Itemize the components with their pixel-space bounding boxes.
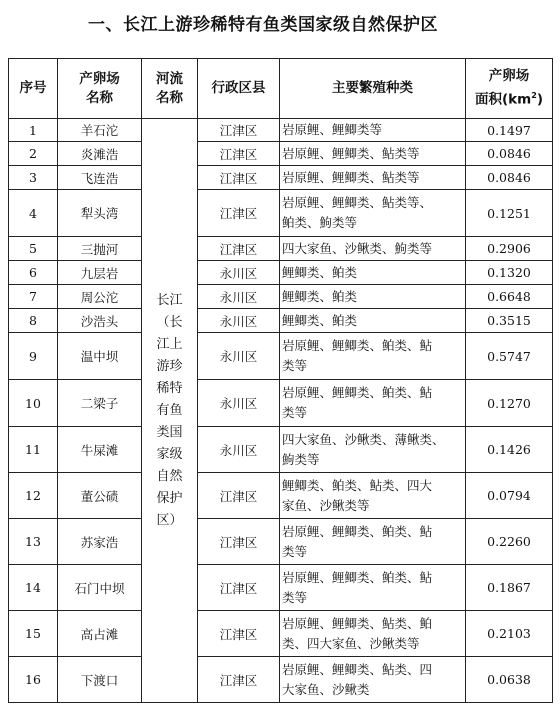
- cell-district: 江津区: [198, 611, 280, 657]
- cell-area: 0.2906: [466, 237, 553, 261]
- table-row: [9, 611, 553, 657]
- cell-district: 江津区: [198, 519, 280, 565]
- cell-no: 16: [9, 657, 58, 703]
- cell-site: 苏家浩: [58, 519, 142, 565]
- cell-district: 江津区: [198, 237, 280, 261]
- cell-area: 0.5747: [466, 333, 553, 380]
- cell-site: 九层岩: [58, 261, 142, 285]
- cell-species: 鲤鲫类、鲌类: [280, 261, 466, 285]
- cell-species: 岩原鲤、鲤鲫类、鲌类、鲇 类等: [280, 519, 466, 565]
- cell-area: 0.6648: [466, 285, 553, 309]
- table-row: [9, 309, 553, 333]
- cell-site: 高占滩: [58, 611, 142, 657]
- cell-no: 7: [9, 285, 58, 309]
- cell-area: 0.1426: [466, 427, 553, 473]
- cell-no: 9: [9, 333, 58, 380]
- cell-district: 江津区: [198, 119, 280, 142]
- table-row: [9, 190, 553, 237]
- cell-species: 鲤鲫类、鲌类: [280, 309, 466, 333]
- cell-no: 15: [9, 611, 58, 657]
- table-row: [9, 473, 553, 519]
- table-row: [9, 565, 553, 611]
- cell-district: 永川区: [198, 380, 280, 427]
- cell-site: 温中坝: [58, 333, 142, 380]
- page-title: 一、长江上游珍稀特有鱼类国家级自然保护区: [88, 15, 438, 35]
- cell-area: 0.1251: [466, 190, 553, 237]
- cell-area: 0.2260: [466, 519, 553, 565]
- table-row: [9, 519, 553, 565]
- cell-district: 江津区: [198, 565, 280, 611]
- cell-site: 石门中坝: [58, 565, 142, 611]
- cell-species: 四大家鱼、沙鳅类、鮈类等: [280, 237, 466, 261]
- cell-river-name: 长江 （长 江上 游珍 稀特 有鱼 类国 家级 自然 保护 区）: [142, 119, 198, 703]
- cell-species: 岩原鲤、鲤鲫类等: [280, 119, 466, 142]
- table-row: [9, 237, 553, 261]
- cell-no: 5: [9, 237, 58, 261]
- cell-site: 飞连浩: [58, 166, 142, 190]
- cell-district: 永川区: [198, 427, 280, 473]
- cell-species: 岩原鲤、鲤鲫类、鲇类、四 大家鱼、沙鳅类: [280, 657, 466, 703]
- cell-area: 0.0846: [466, 142, 553, 166]
- cell-area: 0.1867: [466, 565, 553, 611]
- cell-district: 江津区: [198, 190, 280, 237]
- cell-no: 12: [9, 473, 58, 519]
- table-row: [9, 142, 553, 166]
- cell-area: 0.0794: [466, 473, 553, 519]
- cell-district: 江津区: [198, 142, 280, 166]
- cell-area: 0.3515: [466, 309, 553, 333]
- cell-site: 董公碛: [58, 473, 142, 519]
- header-site: 产卵场 名称: [58, 59, 142, 119]
- cell-area: 0.0846: [466, 166, 553, 190]
- cell-no: 10: [9, 380, 58, 427]
- cell-no: 8: [9, 309, 58, 333]
- table-row: [9, 427, 553, 473]
- cell-species: 岩原鲤、鲤鲫类、鲌类、鲇 类等: [280, 565, 466, 611]
- table-row: [9, 333, 553, 380]
- header-district: 行政区县: [198, 59, 280, 119]
- cell-no: 13: [9, 519, 58, 565]
- header-row: [9, 59, 553, 119]
- cell-species: 岩原鲤、鲤鲫类、鲇类等: [280, 142, 466, 166]
- cell-area: 0.0638: [466, 657, 553, 703]
- cell-no: 1: [9, 119, 58, 142]
- cell-district: 永川区: [198, 309, 280, 333]
- spawning-ground-table: [8, 58, 553, 703]
- header-species: 主要繁殖种类: [280, 59, 466, 119]
- cell-species: 岩原鲤、鲤鲫类、鲌类、鲇 类等: [280, 333, 466, 380]
- cell-species: 岩原鲤、鲤鲫类、鲇类、鲌 类、四大家鱼、沙鳅类等: [280, 611, 466, 657]
- header-river: 河流 名称: [142, 59, 198, 119]
- cell-no: 14: [9, 565, 58, 611]
- cell-site: 周公沱: [58, 285, 142, 309]
- cell-area: 0.1497: [466, 119, 553, 142]
- cell-district: 永川区: [198, 261, 280, 285]
- header-area: 产卵场 面积$(km^2)$: [466, 59, 553, 119]
- cell-species: 鲤鲫类、鲌类、鲇类、四大 家鱼、沙鳅类等: [280, 473, 466, 519]
- cell-species: 四大家鱼、沙鳅类、薄鳅类、 鮈类等: [280, 427, 466, 473]
- cell-district: 江津区: [198, 657, 280, 703]
- cell-site: 沙浩头: [58, 309, 142, 333]
- table-row: [9, 261, 553, 285]
- cell-species: 鲤鲫类、鲌类: [280, 285, 466, 309]
- cell-site: 羊石沱: [58, 119, 142, 142]
- cell-area: 0.2103: [466, 611, 553, 657]
- table-row: [9, 166, 553, 190]
- cell-district: 江津区: [198, 166, 280, 190]
- cell-district: 永川区: [198, 333, 280, 380]
- cell-species: 岩原鲤、鲤鲫类、鲌类、鲇 类等: [280, 380, 466, 427]
- table-row: [9, 380, 553, 427]
- cell-site: 犁头湾: [58, 190, 142, 237]
- table-row: [9, 285, 553, 309]
- cell-site: 牛屎滩: [58, 427, 142, 473]
- cell-district: 江津区: [198, 473, 280, 519]
- cell-no: 3: [9, 166, 58, 190]
- cell-no: 2: [9, 142, 58, 166]
- cell-species: 岩原鲤、鲤鲫类、鲇类等、 鲌类、鮈类等: [280, 190, 466, 237]
- cell-no: 4: [9, 190, 58, 237]
- cell-site: 三抛河: [58, 237, 142, 261]
- cell-no: 6: [9, 261, 58, 285]
- cell-site: 二梁子: [58, 380, 142, 427]
- cell-site: 炎滩浩: [58, 142, 142, 166]
- table-row: [9, 657, 553, 703]
- cell-species: 岩原鲤、鲤鲫类、鲇类等: [280, 166, 466, 190]
- cell-area: 0.1270: [466, 380, 553, 427]
- cell-site: 下渡口: [58, 657, 142, 703]
- cell-area: 0.1320: [466, 261, 553, 285]
- table-row: [9, 119, 553, 142]
- cell-no: 11: [9, 427, 58, 473]
- header-no: 序号: [9, 59, 58, 119]
- cell-district: 永川区: [198, 285, 280, 309]
